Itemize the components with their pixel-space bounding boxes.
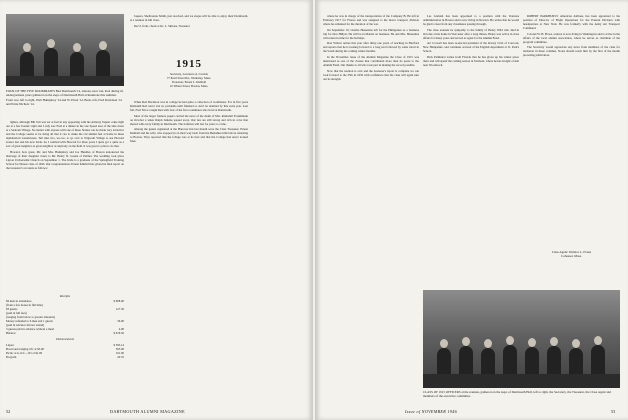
ledger-row: (from a few house in full time)	[6, 303, 43, 308]
page-number-right: 53	[611, 409, 616, 414]
ledger-row: Money refunded to 6 men and 1 guests 56.00	[6, 319, 124, 324]
ledger-row: Board and lodging 101 at $3.00 303.00	[6, 346, 124, 351]
paragraph: Art Crowell has been re-elected president of the Rotary Club of Concord, New Hampshire, and continues as head of the English department at St. Paul's School.	[423, 41, 519, 54]
paragraph: Don Wilson retires this year after thirty-one years of teaching in Hartford and reports that he is looking forward to a long rest followed by some travel in the South during the coming winter months.	[323, 41, 419, 54]
ledger-row: 3 guests paid in advance without a meal 4.00	[6, 327, 124, 332]
class-officers: Secretary, Lawrence A. Crosbie 77 Pearl Street Rd., Wellesley, Mass. Treasurer, Ernest L. Kimball 10 Winter Street, Boston, Mass.	[166, 72, 212, 88]
page-number-left: 52	[6, 409, 11, 414]
paragraph: The Secretary would appreciate any news from members of the class for inclusion in these columns. Notes should reach him by the first of the month preceding publication.	[523, 45, 620, 58]
receipts-title: Receipts	[59, 294, 71, 298]
left-column-1	[6, 120, 124, 290]
paragraph: Dick Parkhurst writes from Florida that he has given up his winter place there and will spend the coming season in Vermont, where he has bought a farm near Woodstock.	[423, 54, 519, 68]
paragraph: Among the guests registered at the Hanover Inn last month were the Class Treasurer, Ernest Kimball and his wife, who stopped in on their way back from the Berkshire hills before returning to Boston. They reported that the foliage was at its best and that the College had never looked finer.	[130, 127, 248, 144]
paragraph: Now that the reunion is over and the treasurer's report is complete we can look forward to the 35th in 1950 with confidence that the class will again turn out in strength.	[323, 68, 419, 81]
paragraph: where he was in charge of the transportation of the Company B. He left in February 1917 for France and was assigned to the motor transport division where he remained for the duration of the war.	[323, 14, 419, 27]
paragraph: Howard, how great, Mr. and Mrs. Humphrey and Joe Hundles of Boston announced the marriage of their daughter Jones to Mr. Henry N. Gassie of Palmer. The wedding took place Lipton Universalist Church on September 1. The bride is a graduate of the Springfield Training School for Nurses class of 1943. Our congratulations. Ernest Kimball has given his final report on the treasurer's accounts as follows:	[6, 149, 124, 171]
paragraph: Jaspers, Shelbourne Smith, just received, and we stages will be able to enjoy their Dartmouth, at a reunion in full class.	[130, 14, 248, 23]
paragraph: tighter, although Bill Tait was set at feel in any appearing with his Armony Tapnet come right out at a few houder vight and I only saw Fred at a dinner in the one Speed area of the sine down at a Seabom Village. No matter with anyone with one of these Sixties can be made very attractive and the College seems to be doing all that it can to make the old alumni feel at home in these alphabetical waterhouses. Tell idea two, we-too, to go over to Wigwam Village to see Howard Gaster last and his new bride. As I combed with Howard for three years I quite got a quite as a sort of great neighbor as great neighbor as anybody on the field. It was great to plan to do that.	[6, 120, 124, 149]
class-year-heading: 1915	[176, 58, 202, 70]
right-column-2	[423, 14, 519, 284]
paragraph: The class extends its sympathy to the family of Henry Wild who died in October at his home in Worcester after a long illness. Henry was active in class affairs for many years and served as agent for the Alumni Fund.	[423, 27, 519, 40]
ledger-row: (paid in advance did not attend)	[6, 323, 45, 328]
disbursements-title: Disbursements	[56, 337, 74, 342]
ledger-row: 83 guests 127.50	[6, 307, 124, 312]
officers-photo	[423, 290, 620, 388]
paragraph: Most of the larger framers papers carried the news of the death of Mrs. Ramsdell Foushmunn on October a when Ralph Jenkins passed away. Our ties are still strong and rich in color that shared with every family in Dartmouth. The tradition will last for years to come.	[130, 113, 248, 126]
magazine-footer: DARTMOUTH ALUMNI MAGAZINE	[110, 409, 185, 414]
ledger-row: (ranging from below to greater amounts)	[6, 315, 55, 320]
ledger-row: (paid in full fees)	[6, 311, 27, 316]
paragraph: Rec'd. from. check at Kr. L. Simons, Treasurer	[134, 23, 190, 28]
ledger-row: Picnic at G.O.C., 101 at $1.00 101.00	[6, 350, 124, 355]
class-agent: Class Agent: Wallace L. Evans Cohasset, Mass.	[551, 250, 592, 259]
left-column-2-top	[130, 14, 248, 54]
right-column-1	[323, 14, 419, 398]
officers-photo-caption: CLASS OF 1915 OFFICERS at the reunion, gathered on the steps of Dartmouth Hall, left to right, the Secretary, the Treasurer, the Class Agent and members of the executive committee.	[423, 390, 611, 399]
paragraph: ROBERT PARKHURST, American Airlines, has been appointed to the position of Director of Flight Operations for the Eastern Division with headquarters at New York. He was formerly with the Army Air Transport Command.	[523, 14, 620, 31]
receipts-ledger	[6, 292, 124, 359]
issue-footer: Issue of NOVEMBER 1946	[405, 409, 458, 414]
left-column-2	[130, 100, 248, 396]
paragraph: On September 10, Charlie Hessenius left for the Philippines as a business trip for Don Hillyer. He will be in Manila on business. He and Mrs. Hessenius will return in time for the holidays.	[323, 27, 419, 40]
paragraph: When Red Davidson was in college he had quite a collection of roommates. For in five years Ramsdell Red never lost no problems until finished so don't be alarmed by this extra year. Last fall, Fred Nicot caught Red with four of the five roommates who lived at Dartmouth.	[130, 100, 248, 113]
roommates-photo	[6, 14, 124, 86]
ledger-row: Program 20.55	[6, 354, 124, 359]
right-column-3	[523, 14, 620, 244]
paragraph: In the November issue of the Alumni Magazine the Class of 1915 was mentioned as one of the classes that contributed more than its quota to the Alumni Fund. Our thanks to all who took part in making the record possible.	[323, 54, 419, 68]
ledger-row: 84 men in attendance $ 608.00	[6, 299, 124, 304]
ledger-row: Liquor $ 393.14	[6, 342, 124, 347]
roommates-photo-caption: FOUR OF THE FIVE ROOMMATES Bad Dartmouth '14, sixteen, near van, Kod during its undergraduate years gathered on the steps of Dartmouth Hall at Reunions this summer. Front row, left to right, Walt Humphrey '14 and W. Elton '14. Back, left, Fred Davidson '14 and Ernie Nichols '14.	[6, 89, 124, 106]
paragraph: Colonel W. H. Howe, retired, is now living in Washington and is active in the affairs of the local alumni association, where he serves as chairman of the program committee.	[523, 31, 620, 44]
left-page	[0, 0, 313, 420]
ledger-row: Balance $ 676.50	[6, 331, 124, 336]
right-page	[315, 0, 628, 420]
paragraph: Les Graham has been appointed to a position with the Veterans Administration in Boston and is now living in Newton. He writes that he would be glad to hear from any classmates passing through.	[423, 14, 519, 27]
